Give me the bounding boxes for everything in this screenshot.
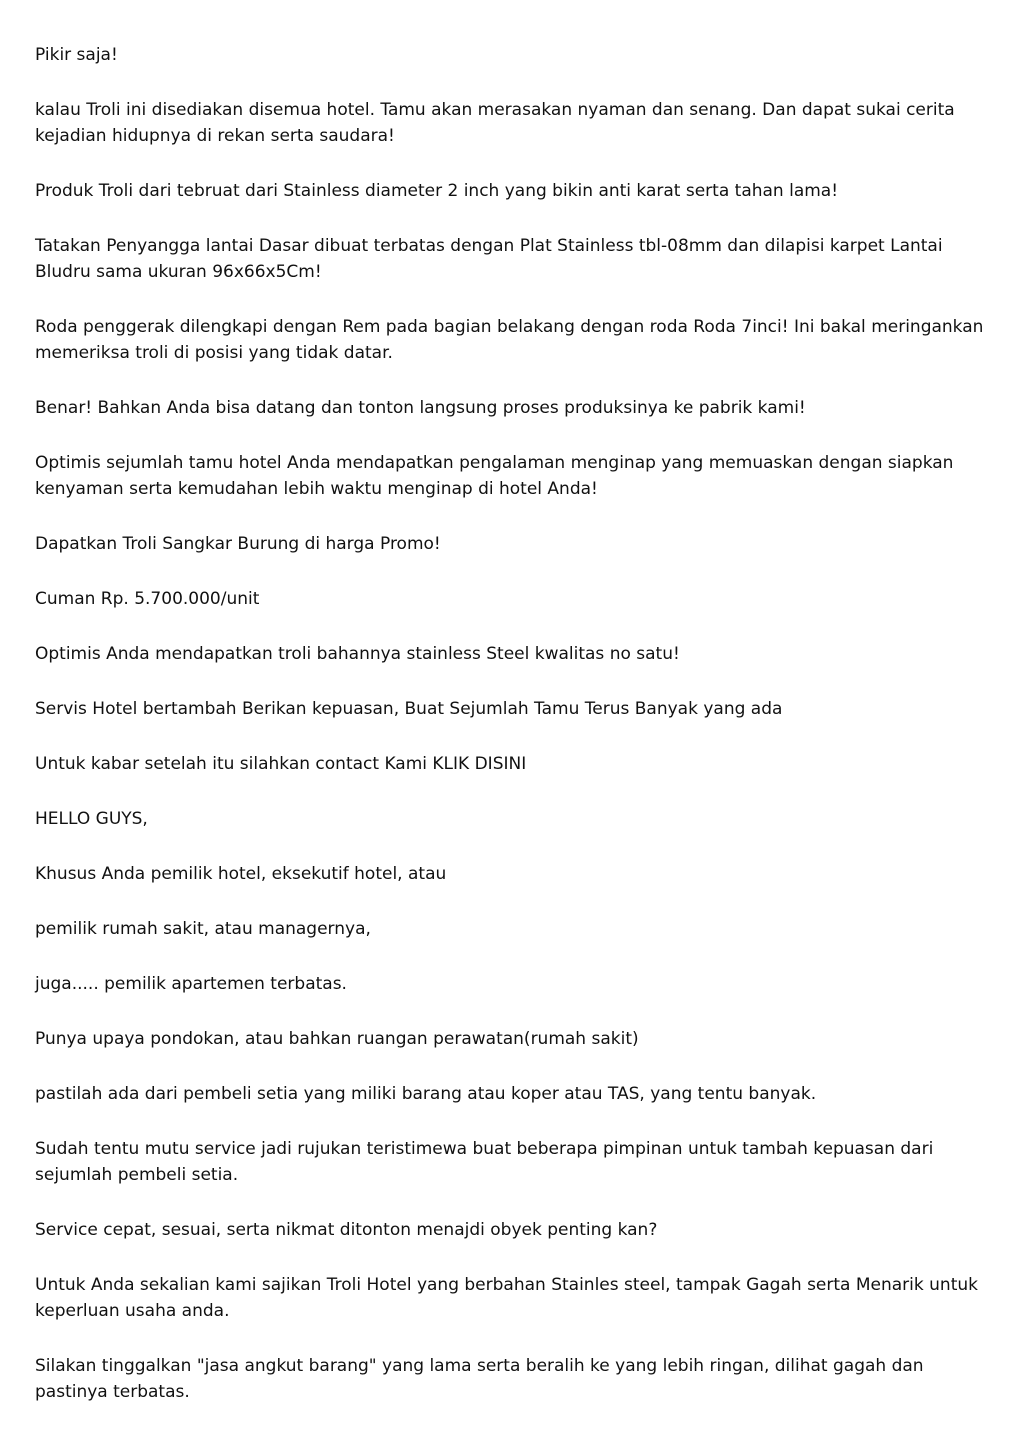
paragraph-luggage: pastilah ada dari pembeli setia yang miliki barang atau koper atau TAS, yang tentu banyak. [35,1084,817,1104]
paragraph-base-plate: Tatakan Penyangga lantai Dasar dibuat terbatas dengan Plat Stainless tbl-08mm dan dilapisi karpet Lantai Bludru sama ukuran 96x66x5Cm! [35,236,943,282]
paragraph-audience-apartment: juga..... pemilik apartemen terbatas. [35,974,347,994]
paragraph-wheels: Roda penggerak dilengkapi dengan Rem pada bagian belakang dengan roda Roda 7inci! Ini bakal meringankan memeriksa troli di posisi yang tidak datar. [35,317,984,363]
paragraph-greeting: HELLO GUYS, [35,809,148,829]
paragraph-audience-hotel: Khusus Anda pemilik hotel, eksekutif hotel, atau [35,864,447,884]
paragraph-closing: Silakan tinggalkan "jasa angkut barang" yang lama serta beralih ke yang lebih ringan, dilihat gagah dan pastinya terbatas. [35,1356,924,1402]
paragraph-business: Punya upaya pondokan, atau bahkan ruangan perawatan(rumah sakit) [35,1029,639,1049]
paragraph-audience-hospital: pemilik rumah sakit, atau managernya, [35,919,371,939]
paragraph-contact: Untuk kabar setelah itu silahkan contact Kami KLIK DISINI [35,754,527,774]
paragraph-quality: Optimis Anda mendapatkan troli bahannya stainless Steel kwalitas no satu! [35,644,680,664]
paragraph-hotel-benefit: kalau Troli ini disediakan disemua hotel. Tamu akan merasakan nyaman dan senang. Dan dapat sukai cerita kejadian hidupnya di rekan serta saudara! [35,100,955,146]
paragraph-service-quality: Sudah tentu mutu service jadi rujukan teristimewa buat beberapa pimpinan untuk tambah kepuasan dari sejumlah pembeli setia. [35,1139,934,1185]
paragraph-price: Cuman Rp. 5.700.000/unit [35,589,260,609]
paragraph-promo: Dapatkan Troli Sangkar Burung di harga Promo! [35,534,441,554]
document-body [35,42,995,1434]
paragraph-offer: Untuk Anda sekalian kami sajikan Troli Hotel yang berbahan Stainles steel, tampak Gagah serta Menarik untuk keperluan usaha anda. [35,1275,978,1321]
paragraph-material: Produk Troli dari tebruat dari Stainless diameter 2 inch yang bikin anti karat serta tahan lama! [35,181,839,201]
paragraph-factory-visit: Benar! Bahkan Anda bisa datang dan tonton langsung proses produksinya ke pabrik kami! [35,398,806,418]
paragraph-intro: Pikir saja! [35,45,118,65]
paragraph-fast-service: Service cepat, sesuai, serta nikmat ditonton menajdi obyek penting kan? [35,1220,658,1240]
paragraph-service: Servis Hotel bertambah Berikan kepuasan, Buat Sejumlah Tamu Terus Banyak yang ada [35,699,783,719]
paragraph-guest-experience: Optimis sejumlah tamu hotel Anda mendapatkan pengalaman menginap yang memuaskan dengan siapkan kenyaman serta kemudahan lebih waktu menginap di hotel Anda! [35,453,954,499]
